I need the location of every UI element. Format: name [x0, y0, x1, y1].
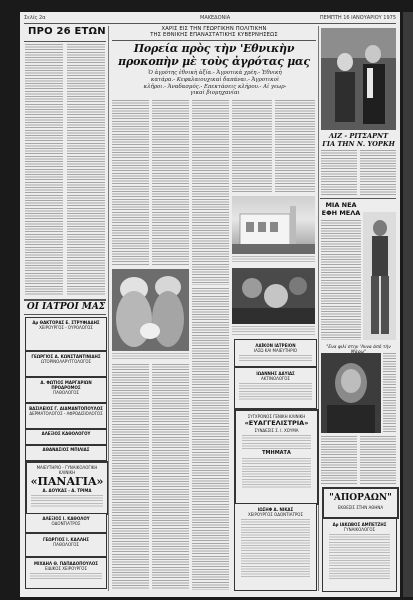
doctors-title-rule [24, 314, 106, 315]
doctor-6-name: ΑΘΑΝΑΣΙΟΣ ΜΠΙΛΙΑΣ [42, 447, 90, 452]
doctor-3-name: Α. ΦΩΤΙΟΣ ΜΑΡΓΑΡΙΩΝ ΠΡΟΔΡΟΜΟΣ [40, 380, 92, 390]
liz-caption-line-1: ΛΙΖ - ΡΙΤΣΑΡΝΤ [329, 132, 388, 140]
panagia-clinic-ad [25, 461, 109, 515]
subtitle-line-4: γικαὶ βιομηχανίαι [190, 90, 240, 97]
doctor-mid-name: ΙΩΑΝΝΗΣ ΔΑΥΙΔΣ [256, 371, 295, 376]
evangelistria-text-b [242, 458, 311, 488]
headline-line-1: Πορεία πρὸς τὴν 'Εθνικὴν [133, 42, 295, 55]
panagia-line1: ΜΑΙΕΥΤΗΡΙΟ - ΓΥΝΑΙΚΟΛΟΓΙΚΗ [36, 465, 98, 470]
evangelistria-name: «ΕΥΑΓΓΕΛΙΣΤΡΙΑ» [244, 419, 309, 427]
left-bottom-2-name: ΓΕΩΡΓΙΟΣ Ι. ΚΑΛΛΗΣ [42, 537, 90, 542]
headline-kicker [112, 26, 316, 38]
portrait-side-text [383, 353, 396, 433]
subtitle-line-3: κλῆροι.- Ἀναδασμός.- Επεκτάσεις κλήρου.- Αἱ γεωρ- [143, 83, 287, 90]
left-bottom-ad-2 [25, 533, 107, 557]
left-bottom-1-role: ΟΔΟΝΤΙΑΤΡΟΣ [51, 521, 81, 526]
portrait-photo [321, 353, 381, 433]
article-column-1b [112, 364, 149, 590]
doctor-mid-role: ΑΚΤΙΝΟΛΟΓΟΣ [261, 376, 290, 381]
clinic-1-line2: ΙΑΣΩ ΚΑΙ ΜΑΙΕΥΤΗΡΙΟ [253, 348, 298, 353]
doctor-ad-5 [25, 429, 107, 445]
right-bottom-role: ΓΥΝΑΙΚΟΛΟΓΟΣ [343, 527, 376, 532]
fashion-model-image [363, 212, 396, 340]
doctor-1-name: Δρ ΘΑΚΤΟΡΑΣ Ε. ΣΤΡΥΦΙΑΔΗΣ [32, 320, 100, 325]
panagia-name: «ΠΑΝΑΓΙΑ» [30, 475, 104, 488]
aporaon-ad [322, 487, 399, 519]
evangelistria-sub: ΣΥΝΔΕΣΙΣ Σ. Ι. ΧΟΥΜΑ [254, 428, 299, 433]
right-text-a [321, 150, 357, 195]
building-photo [232, 196, 315, 254]
doctor-ad-1 [25, 317, 107, 351]
women-photo [112, 269, 189, 351]
page-number: Σελίς 2α [24, 15, 46, 21]
evangelistria-text-a [242, 435, 311, 449]
fashion-title-line-1: ΜΙΑ ΝΕΑ [325, 201, 357, 209]
liz-richard-photo-image [321, 28, 396, 130]
panagia-line2: ΚΛΙΝΙΚΗ [58, 470, 76, 475]
left-column-title: ΠΡΟ 26 ΕΤΩΝ [28, 26, 106, 37]
nikas-role: ΧΕΙΡΟΥΡΓΟΣ ΟΔΟΝΤΙΑΤΡΟΣ [248, 512, 303, 517]
left-bottom-2-role: ΠΑΘΟΛΟΓΟΣ [53, 542, 79, 547]
right-bottom-name: Δρ ΙΑΚΩΒΟΣ ΑΜΠΕΤΖΗΣ [332, 522, 387, 527]
kicker-line-1: ΧΑΡΙΣ ΕΙΣ ΤΗΝ ΓΕΩΡΓΙΚΗΝ ΠΟΛΙΤΙΚΗΝ [161, 26, 267, 32]
right-text-c [321, 436, 357, 484]
liz-caption [321, 132, 396, 148]
newspaper-page [20, 12, 400, 597]
main-headline [112, 42, 316, 68]
headline-line-2: προκοπὴν μὲ τοὺς ἀγρότας μας [118, 55, 310, 68]
doctor-4-role: ΔΕΡΜΑΤΟΛΟΓΟΣ - ΑΦΡΟΔΙΣΙΟΛΟΓΟΣ [29, 411, 103, 416]
article-column-5a [275, 100, 315, 192]
subtitle-line-1: Ὁ ἀγρότης ἐθνικὴ ἀξία.- Ἀγροτικὰ χρέη.- Ἐθνικὴ [148, 70, 282, 76]
article-column-2 [152, 100, 189, 265]
article-column-1 [112, 100, 149, 265]
doctors-title: ΟΙ ΙΑΤΡΟΙ ΜΑΣ [26, 302, 106, 312]
doctor-ad-4 [25, 403, 107, 429]
kicker-rule [112, 40, 316, 41]
right-bottom-ad [322, 518, 397, 592]
clinic-ad-1 [234, 339, 317, 367]
doctor-4-name: ΒΑΣΙΛΕΙΟΣ Γ. ΔΙΑΜΑΝΤΟΠΟΥΛΟΣ [29, 406, 103, 411]
nikas-name: ΙΩΣΗΦ Α. ΝΙΚΑΣ [257, 507, 294, 512]
subtitle-line-2: κατάρα.- Κεφαλαιουχικαὶ δαπάναι.- Ἀγροτικοὶ [150, 76, 280, 83]
left-title-rule [24, 41, 106, 42]
fashion-rule [320, 198, 396, 199]
doctor-mid-ad [234, 367, 317, 409]
field-photo [232, 268, 315, 324]
left-text-column-b [67, 44, 105, 296]
left-text-column-a [25, 44, 63, 296]
article-column-3 [192, 100, 229, 285]
aporaon-sub: ΕΚΘΕΣΙΣ ΣΤΗΝ ΑΘΗΝΑ [337, 505, 384, 510]
article-column-4a [232, 100, 272, 192]
aporaon-name: "ΑΠΟΡΑΩΝ" [329, 493, 392, 503]
doctor-3-role: ΠΑΘΟΛΟΓΟΣ [53, 390, 79, 395]
nikas-ad [234, 503, 317, 591]
right-bottom-text [329, 534, 390, 580]
evangelistria-clinic-ad [234, 409, 319, 505]
panagia-text [31, 495, 103, 507]
paper-name: ΜΑΚΕΔΟΝΙΑ [200, 15, 231, 21]
scan-edge [403, 12, 413, 597]
field-photo-image [232, 268, 315, 324]
doctors-top-rule [24, 299, 106, 301]
portrait-photo-image [321, 353, 381, 433]
field-caption [232, 326, 315, 336]
evangelistria-section: ΤΜΗΜΑΤΑ [262, 450, 291, 456]
doctor-ad-3 [25, 377, 107, 403]
fashion-title-line-2: ΕΦΗ ΜΕΛΑ [321, 209, 361, 217]
left-bottom-ad-3 [25, 557, 107, 589]
right-text-d [360, 436, 396, 484]
women-caption [112, 353, 189, 361]
left-bottom-ad-1 [25, 513, 107, 533]
col-separator-2 [318, 26, 319, 591]
fashion-photo [363, 212, 396, 340]
left-bottom-3-text [30, 573, 102, 581]
fashion-text [321, 220, 361, 340]
building-caption [232, 256, 315, 262]
doctor-1-role: ΧΕΙΡΟΥΡΓΟΣ - ΟΥΡΟΛΟΓΟΣ [39, 325, 93, 330]
evangelistria-line1: ΣΥΓΧΡΟΝΟΣ ΓΕΝΙΚΗ ΚΛΙΝΙΚΗ [247, 414, 306, 419]
left-bottom-3-name: ΜΙΧΑΗΛ Θ. ΠΑΠΑΔΟΠΟΥΛΟΣ [33, 561, 99, 566]
clinic-1-line1: ΛΑΪΚΟΝ ΙΑΤΡΕΙΟΝ [255, 343, 296, 348]
article-column-2b [152, 364, 189, 590]
col-separator-1 [108, 26, 109, 591]
nikas-text [241, 519, 310, 577]
issue-date: ΠΕΜΠΤΗ 16 ΙΑΝΟΥΑΡΙΟΥ 1975 [319, 15, 396, 21]
doctor-ad-6 [25, 445, 107, 461]
fashion-title [321, 201, 361, 217]
doctor-5-name: ΑΛΕΞΙΟΣ ΚΑΘΟΛΟΓΟΥ [41, 431, 91, 436]
panagia-sub: Α. ΔΟΥΚΑΣ - Α. ΤΡΙΜΑ [42, 488, 92, 493]
clinic-1-text [239, 355, 312, 362]
liz-caption-line-2: ΓΙΑ ΤΗΝ Ν. ΥΟΡΚΗ [322, 140, 395, 148]
quote-caption: "Ενα φιλί στην 'Αννα ἀπό τὴν [326, 345, 391, 350]
article-column-3b [192, 288, 229, 590]
liz-richard-photo [321, 28, 396, 130]
doctor-2-name: ΓΕΩΡΓΙΟΣ Α. ΚΩΝΣΤΑΝΤΙΝΙΔΗΣ [31, 354, 101, 359]
doctor-ad-2 [25, 351, 107, 377]
left-bottom-1-name: ΑΛΕΞΙΟΣ Ι. ΚΑΘΟΛΟΥ [42, 516, 90, 521]
header-rule [24, 23, 396, 24]
kicker-line-2: ΤΗΣ ΕΘΝΙΚΗΣ ΕΠΑΝΑΣΤΑΤΙΚΗΣ ΚΥΒΕΡΝΗΣΕΩΣ [150, 32, 278, 38]
right-text-b [360, 150, 396, 195]
left-bottom-3-role: ΕΙΔΙΚΟΣ ΧΕΙΡΟΥΡΓΟΣ [45, 566, 87, 571]
headline-subtitle [116, 70, 314, 97]
doctor-mid-text [239, 383, 312, 401]
doctor-2-role: ΩΤΟΡΙΝΟΛΑΡΥΓΓΟΛΟΓΟΣ [40, 359, 92, 364]
women-photo-image [112, 269, 189, 351]
building-photo-image [232, 196, 315, 254]
page-header [24, 15, 396, 23]
